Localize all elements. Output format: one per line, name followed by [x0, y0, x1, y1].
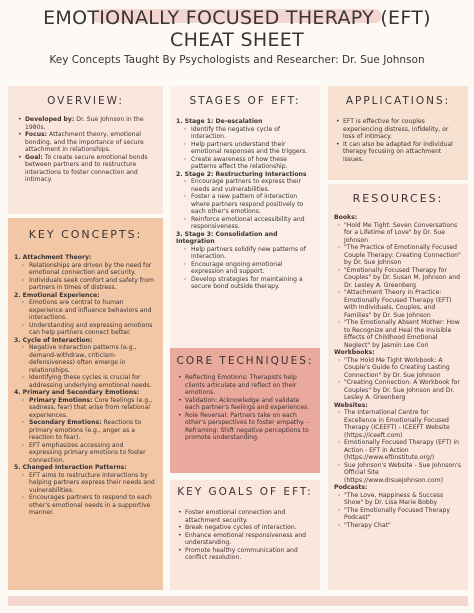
core-techniques-heading: CORE TECHNIQUES: [176, 355, 314, 367]
concept-item [20, 344, 157, 374]
resource-item: ◦ "The Hold Me Tight Workbook: A Couple's Guide to Creating Lasting Connection" by Dr. Sue Johnson [334, 357, 462, 380]
concept-title: 5. Changed Interaction Patterns: [14, 464, 127, 471]
resource-items [334, 222, 462, 350]
applications-card [328, 86, 468, 180]
technique-item: • Validation: Acknowledge and validate each partner's feelings and experiences. [176, 397, 314, 412]
concept-item [20, 419, 157, 442]
goal-item: • Foster emotional connection and attachment security. [176, 509, 314, 524]
stage-items [176, 178, 314, 231]
concept-item-text: Relationships are driven by the need for emotional connection and security. [29, 261, 152, 276]
concept-item [20, 397, 157, 420]
concept-items [14, 299, 157, 337]
resources-list [328, 214, 468, 529]
title-line-1: EMOTIONALLY FOCUSED THERAPY (EFT) [43, 7, 431, 29]
concept-item-text: Identifying these cycles is crucial for addressing underlying emotional needs. [29, 374, 152, 389]
concept-item-text: EFT emphasizes accessing and expressing primary emotions to foster connection. [29, 441, 146, 464]
technique-item: • Reflecting Emotions: Therapists help clients articulate and reflect on their emotions. [176, 374, 314, 397]
stage-item: ◦ Help partners solidify new patterns of interaction. [182, 246, 314, 261]
concept-title: 3. Cycle of Interaction: [14, 336, 93, 344]
resource-item[interactable]: ◦ Emotionally Focused Therapy (EFT) in Action - EFT in Action (https://www.eftinstitute.org/) [334, 439, 462, 462]
overview-item-label: Focus: [25, 131, 48, 138]
core-techniques-card [170, 348, 320, 473]
overview-item [16, 116, 155, 131]
overview-item-text: Attachment theory, emotional bonding, and the importance of secure attachment in relationships. [25, 131, 144, 153]
overview-item-label: Goal: [25, 153, 43, 161]
stage-title: 1. Stage 1: De-escalation [176, 118, 263, 125]
concept-item-text: Individuals seek comfort and safety from partners in times of distress. [29, 276, 154, 291]
stage-item: ◦ Create awareness of how these patterns affect the relationship. [182, 156, 314, 171]
resource-item: ◦ "The Practice of Emotionally Focused Couple Therapy: Creating Connection" by Dr. Sue Johnson [334, 244, 462, 267]
overview-item [16, 131, 155, 154]
resource-items [334, 357, 462, 402]
overview-item-label: Developed by: [25, 116, 75, 123]
stage-title: 2. Stage 2: Restructuring Interactions [176, 170, 307, 178]
resource-item: ◦ "The Love, Happiness & Success Show" by Dr. Lisa Marie Bobby [334, 492, 462, 507]
concept-item-label: Secondary Emotions: [29, 419, 102, 426]
key-concepts-list [14, 254, 157, 517]
overview-item [16, 154, 155, 184]
resource-item: ◦ "Creating Connection: A Workbook for Couples" by Dr. Sue Johnson and Dr. Lesley A. Greenberg [334, 379, 462, 402]
overview-card [8, 86, 163, 214]
stage-title: 3. Stage 3: Consolidation and Integration [176, 230, 278, 245]
applications-list [334, 118, 462, 163]
stage-item: ◦ Encourage partners to express their needs and vulnerabilities. [182, 178, 314, 193]
title-line-2: CHEAT SHEET [170, 29, 304, 51]
overview-item-text: Dr. Sue Johnson in the 1980s. [25, 116, 144, 131]
resource-item: ◦ "Attachment Theory in Practice: Emotionally Focused Therapy (EFT) with Individuals, Couples, and Families" by Dr. Sue Johnson [334, 289, 462, 319]
footer-bar [8, 596, 468, 606]
resource-section-label: Books: [334, 214, 358, 221]
concept-item-text: EFT aims to restructure interactions by helping partners express their needs and vulnerabilities. [29, 471, 155, 494]
overview-item-text: To create secure emotional bonds between partners and to restructure interactions to foster connection and intimacy. [25, 153, 148, 183]
stage-item: ◦ Identify the negative cycle of interaction. [182, 126, 314, 141]
concept-items [14, 344, 157, 389]
overview-list [16, 116, 155, 184]
key-goals-heading: KEY GOALS OF EFT: [177, 486, 313, 498]
stage-item: ◦ Develop strategies for maintaining a secure bond outside therapy. [182, 276, 314, 291]
goal-item: • Promote healthy communication and conflict resolution. [176, 547, 314, 562]
concept-item [20, 472, 157, 495]
concept-item [20, 299, 157, 322]
stage-items [176, 126, 314, 171]
core-techniques-list [176, 374, 314, 442]
stage-item: ◦ Reinforce emotional accessibility and responsiveness. [182, 216, 314, 231]
stage-items [176, 246, 314, 291]
page-title [0, 7, 474, 51]
resource-items [334, 409, 462, 484]
concept-item [20, 374, 157, 389]
stages-list [176, 118, 314, 291]
resources-card [328, 184, 468, 590]
concept-title: 2. Emotional Experience: [14, 291, 100, 299]
concept-title: 1. Attachment Theory: [14, 254, 92, 261]
page-subtitle: Key Concepts Taught By Psychologists and Researcher: Dr. Sue Johnson [49, 54, 425, 66]
stage-item: ◦ Help partners understand their emotional responses and the triggers. [182, 141, 314, 156]
concept-items [14, 397, 157, 465]
resource-item: ◦ "The Emotionally Absent Mother: How to Recognize and Heal the Invisible Effects of Childhood Emotional Neglect" by Jasmin Lee Cori [334, 319, 462, 349]
stage-item: ◦ Encourage ongoing emotional expression and support. [182, 261, 314, 276]
resource-item: ◦ "Hold Me Tight: Seven Conversations for a Lifetime of Love" by Dr. Sue Johnson [334, 222, 462, 245]
stage-item: ◦ Foster a new pattern of interaction where partners respond positively to each other's emotions. [182, 193, 314, 216]
concept-item-text: Core feelings (e.g., sadness, fear) that arise from relational experiences. [29, 396, 153, 419]
application-item: • EFT is effective for couples experiencing distress, infidelity, or loss of intimacy. [334, 118, 462, 141]
key-concepts-card [8, 218, 163, 590]
concept-items [14, 472, 157, 517]
concept-item [20, 494, 157, 517]
resource-section-label: Websites: [334, 401, 368, 409]
concept-item [20, 322, 157, 337]
stages-heading: STAGES OF EFT: [189, 95, 301, 107]
overview-heading: OVERVIEW: [47, 95, 124, 107]
stages-card [170, 86, 320, 348]
goal-item: • Enhance emotional responsiveness and understanding. [176, 532, 314, 547]
resource-section-label: Podcasts: [334, 484, 368, 491]
concept-item-label: Primary Emotions: [29, 396, 93, 404]
resource-item: ◦ "The Emotionally Focused Therapy Podcast" [334, 507, 462, 522]
concept-item-text: Reactions to primary emotions (e.g., anger as a reaction to fear). [29, 419, 142, 441]
resource-item[interactable]: ◦ The International Centre for Excellence in Emotionally Focused Therapy (ICEEFT) - ICEEFT Website (https://iceeft.com) [334, 409, 462, 439]
key-goals-list [176, 509, 314, 562]
concept-title: 4. Primary and Secondary Emotions: [14, 389, 140, 396]
concept-item [20, 277, 157, 292]
concept-item [20, 442, 157, 465]
resource-item: ◦ "Emotionally Focused Therapy for Couples" by Dr. Susan M. Johnson and Dr. Lesley A. Greenberg [334, 267, 462, 290]
concept-items [14, 262, 157, 292]
concept-item-text: Emotions are central to human experience and influence behaviors and interactions. [29, 299, 152, 321]
resources-heading: RESOURCES: [352, 192, 444, 205]
resource-section-label: Workbooks: [334, 349, 375, 356]
key-concepts-heading: KEY CONCEPTS: [28, 228, 143, 241]
application-item: • It can also be adapted for individual therapy focusing on attachment issues. [334, 141, 462, 164]
applications-heading: APPLICATIONS: [345, 95, 451, 107]
goal-item: • Break negative cycles of interaction. [176, 524, 314, 532]
resource-items [334, 492, 462, 530]
resource-item: ◦ "Therapy Chat" [334, 522, 462, 530]
resource-item[interactable]: ◦ Sue Johnson's Website - Sue Johnson's Official Site (https://www.drsuejohnson.com) [334, 462, 462, 485]
concept-item-text: Negative interaction patterns (e.g., demand-withdraw, criticism-defensiveness) often emerge in relationships. [29, 344, 137, 374]
concept-item-text: Encourages partners to respond to each other's emotional needs in a supportive manner. [29, 494, 152, 516]
concept-item [20, 262, 157, 277]
concept-item-text: Understanding and expressing emotions can help partners connect better. [29, 321, 153, 336]
key-goals-card [170, 480, 320, 590]
technique-item: • Role Reversal: Partners take on each other's perspectives to foster empathy. - Reframing: Shift negative perceptions to promote understanding. [176, 412, 314, 442]
